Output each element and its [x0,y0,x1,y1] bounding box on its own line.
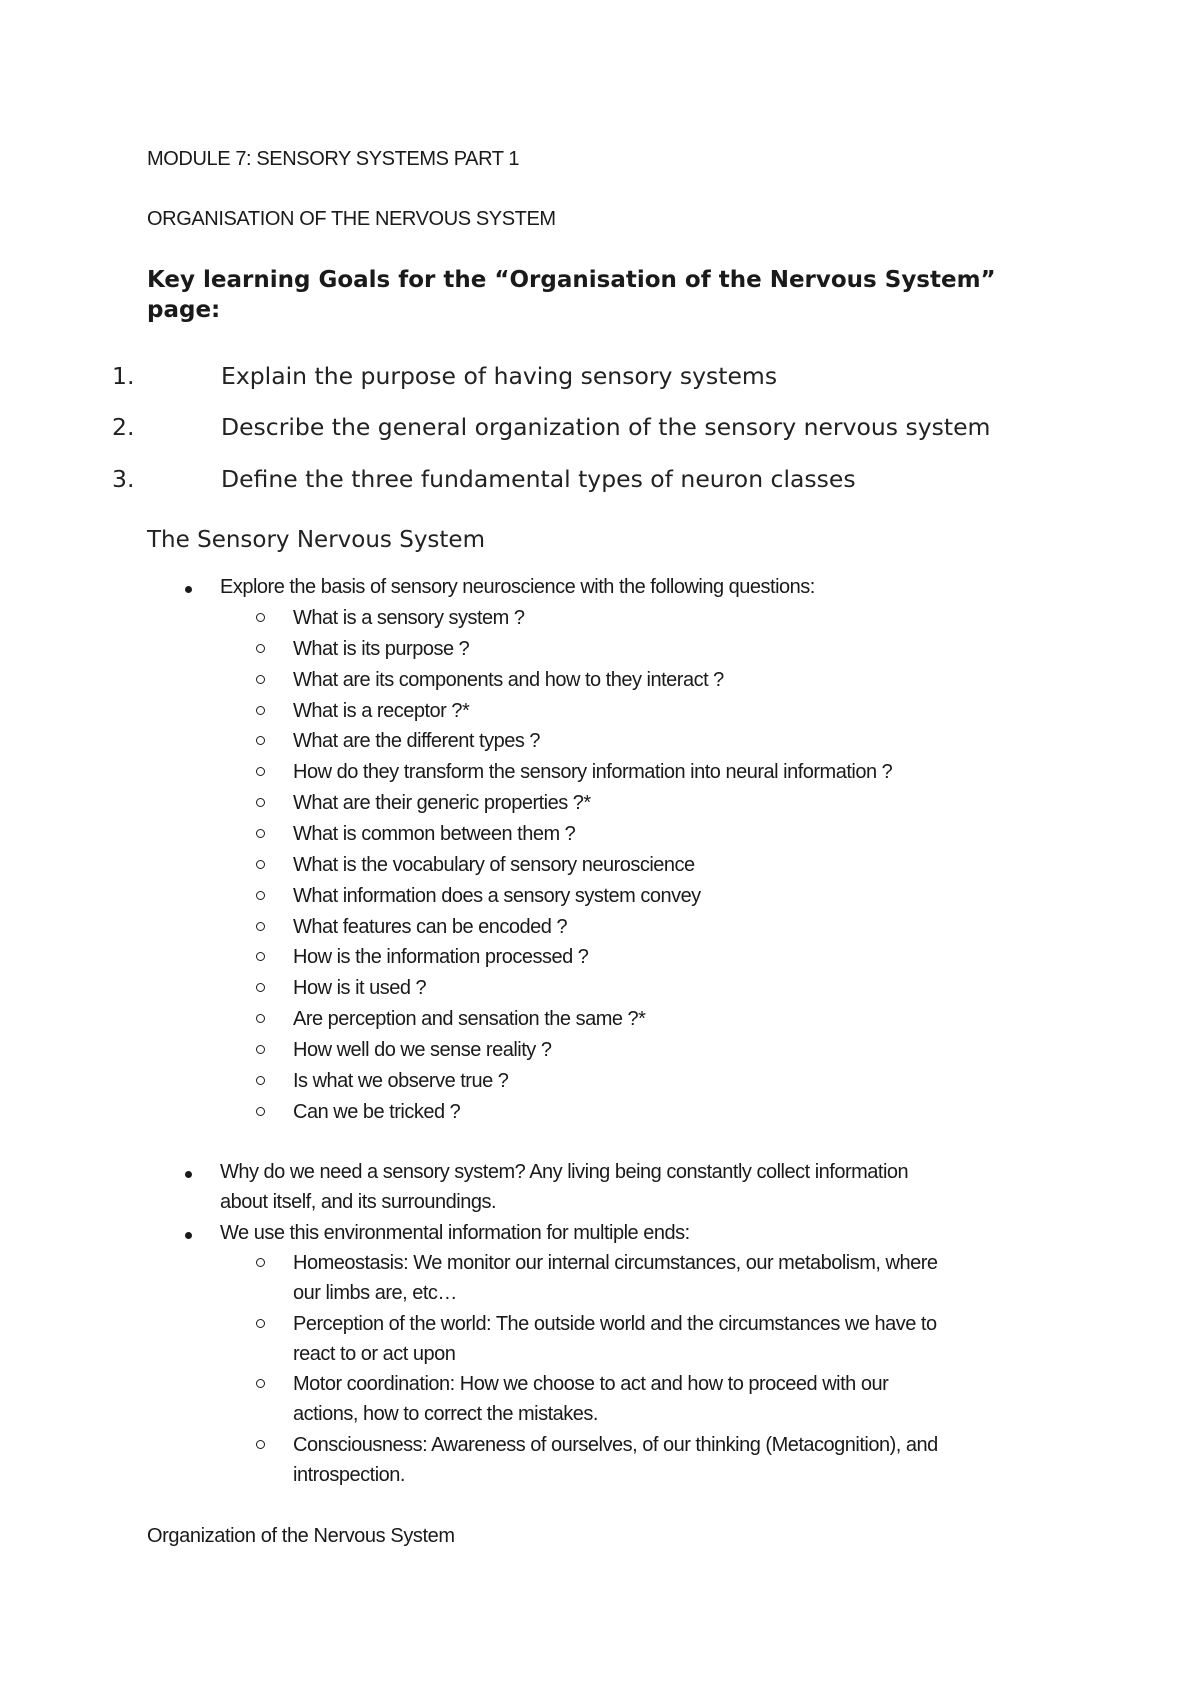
section-title: The Sensory Nervous System [147,527,485,553]
question-item: Are perception and sensation the same ?* [293,1008,646,1030]
circle-bullet-icon [256,1014,265,1023]
end-item-line1: Perception of the world: The outside world and the circumstances we have to [293,1313,937,1335]
question-item: How is it used ? [293,977,427,999]
question-item: What are its components and how to they interact ? [293,669,724,691]
circle-bullet-icon [256,613,265,622]
question-item: How do they transform the sensory information into neural information ? [293,761,893,783]
end-item-line2: introspection. [293,1464,405,1486]
circle-bullet-icon [256,675,265,684]
key-goals-heading-line1: Key learning Goals for the “Organisation of the Nervous System” [147,267,996,293]
goal-text: Explain the purpose of having sensory systems [221,362,778,390]
page-subtitle: ORGANISATION OF THE NERVOUS SYSTEM [147,208,556,230]
end-item-line1: Motor coordination: How we choose to act and how to proceed with our [293,1373,889,1395]
circle-bullet-icon [256,767,265,776]
question-item: What are their generic properties ?* [293,792,591,814]
question-item: What are the different types ? [293,730,541,752]
bullet-item-line1: Why do we need a sensory system? Any living being constantly collect information [220,1161,909,1183]
circle-bullet-icon [256,1319,265,1328]
bullet-icon [185,1171,192,1178]
circle-bullet-icon [256,736,265,745]
bullet-item: Explore the basis of sensory neuroscience with the following questions: [220,576,815,598]
bullet-item-line2: about itself, and its surroundings. [220,1191,497,1213]
goal-number: 2. [112,413,135,441]
question-item: How well do we sense reality ? [293,1039,552,1061]
question-item: What is its purpose ? [293,638,470,660]
question-item: What is the vocabulary of sensory neuroscience [293,854,695,876]
footer-heading: Organization of the Nervous System [147,1525,455,1547]
end-item-line1: Consciousness: Awareness of ourselves, of our thinking (Metacognition), and [293,1434,938,1456]
circle-bullet-icon [256,1076,265,1085]
bullet-icon [185,1232,192,1239]
key-goals-heading-line2: page: [147,297,221,323]
circle-bullet-icon [256,922,265,931]
question-item: Is what we observe true ? [293,1070,509,1092]
module-title: MODULE 7: SENSORY SYSTEMS PART 1 [147,148,520,170]
goal-number: 1. [112,362,135,390]
question-item: What is common between them ? [293,823,576,845]
end-item-line2: our limbs are, etc… [293,1282,457,1304]
end-item-line2: react to or act upon [293,1343,456,1365]
goal-number: 3. [112,465,135,493]
bullet-item: We use this environmental information for multiple ends: [220,1222,690,1244]
end-item-line2: actions, how to correct the mistakes. [293,1403,598,1425]
circle-bullet-icon [256,1045,265,1054]
circle-bullet-icon [256,1258,265,1267]
bullet-icon [185,586,192,593]
circle-bullet-icon [256,1379,265,1388]
circle-bullet-icon [256,860,265,869]
end-item-line1: Homeostasis: We monitor our internal circumstances, our metabolism, where [293,1252,938,1274]
goal-text: Describe the general organization of the sensory nervous system [221,413,991,441]
circle-bullet-icon [256,1440,265,1449]
question-item: Can we be tricked ? [293,1101,461,1123]
circle-bullet-icon [256,1107,265,1116]
circle-bullet-icon [256,952,265,961]
question-item: What is a receptor ?* [293,700,470,722]
question-item: How is the information processed ? [293,946,589,968]
question-item: What information does a sensory system convey [293,885,701,907]
circle-bullet-icon [256,644,265,653]
circle-bullet-icon [256,829,265,838]
question-item: What features can be encoded ? [293,916,568,938]
circle-bullet-icon [256,891,265,900]
goal-text: Define the three fundamental types of neuron classes [221,465,856,493]
circle-bullet-icon [256,983,265,992]
question-item: What is a sensory system ? [293,607,525,629]
circle-bullet-icon [256,798,265,807]
circle-bullet-icon [256,706,265,715]
